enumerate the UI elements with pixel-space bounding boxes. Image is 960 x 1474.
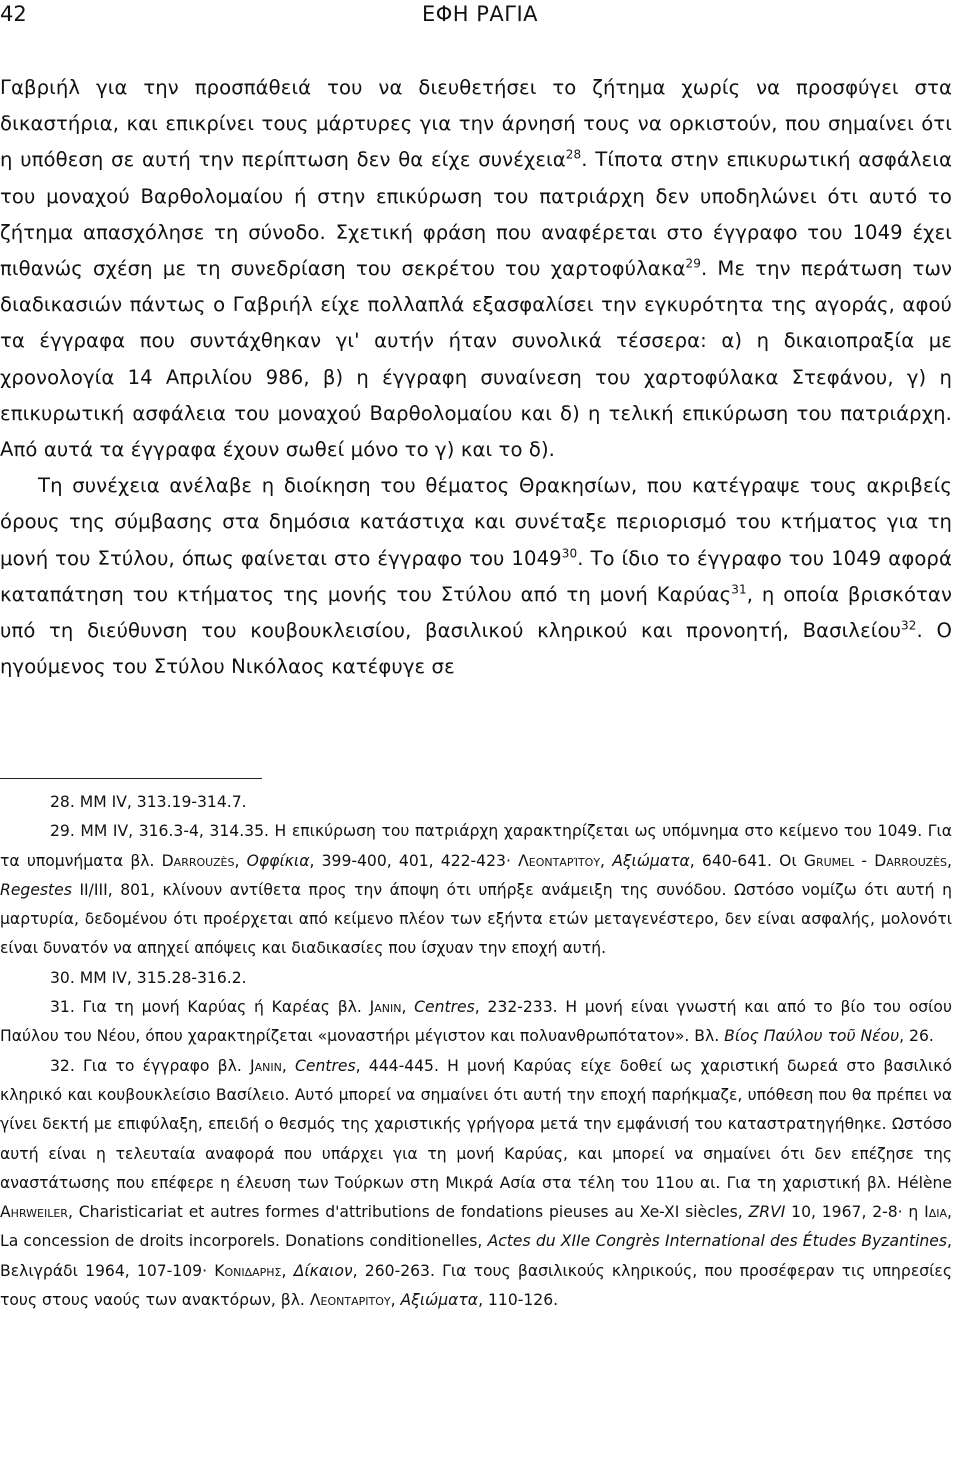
author-konidaris: Κονιδαρης — [214, 1261, 282, 1280]
work-axiomata: Αξιώματα — [612, 851, 690, 870]
work-offikia: Οφφίκια — [246, 851, 310, 870]
footnote-32-text: , — [281, 1056, 296, 1075]
footnote-29-text: , 640-641. Οι — [689, 851, 804, 870]
footnote-31-text: , 26. — [899, 1027, 934, 1046]
footnote-29-text: , — [947, 851, 952, 870]
work-actes-congres: Actes du XIIe Congrès International des Études Byzantines — [487, 1232, 948, 1251]
footnote-ref-28[interactable]: 28 — [565, 147, 582, 162]
author-leontaritou: Λεονταρίτου — [518, 851, 601, 870]
running-title: ΕΦΗ ΡΑΓΙΑ — [421, 2, 539, 26]
paragraph-2-part-3: , η οποία βρισκόταν υπό τη διεύθυνση του κουβουκλεισίου, βασιλικού κληρικού και προνοητή, Βασιλείου — [0, 582, 952, 643]
footnote-ref-32[interactable]: 32 — [901, 618, 917, 633]
paragraph-1-part-3: . Με την περάτωση των διαδικασιών πάντως ο Γαβριήλ είχε πολλαπλά εξασφαλίσει την εγκυρότητα της αγοράς, αφού τα έγγραφα που συντάχθηκαν γι' αυτήν ήταν συνολικά τέσσερα: α) η δικαιοπραξία με χρονολογία 14 Απριλίου 986, β) η έγγραφη συναίνεση του χαρτοφύλακα Στεφάνου, γ) η επικυρωτική ασφάλεια του μοναχού Βαρθολομαίου και δ) η τελική επικύρωση του πατριάρχη. Από αυτά τα έγγραφα έχουν σωθεί μόνο το γ) και το δ). — [0, 257, 952, 462]
footnote-29-text: II/III, 801, κλίνουν αντίθετα προς την άποψη ότι υπήρξε ανάμειξη της συνόδου. Ωστόσο νομίζω ότι αυτή η μαρτυρία, δεδομένου ότι προέρχεται από κείμενο πλέον των εξήντα ετών μεταγενέστερο, δεν είναι ασφαλής, μολονότι είναι δυνατόν να απηχεί απόψεις και διαδικασίες που ίσχυαν την εποχή αυτή. — [0, 880, 952, 958]
page-number: 42 — [0, 2, 27, 26]
work-centres: Centres — [295, 1056, 356, 1075]
author-ahrweiler: Ahrweiler — [0, 1203, 68, 1222]
footnote-29-text: , — [600, 851, 613, 870]
author-grumel-darrouzes: Grumel - Darrouzès — [803, 851, 948, 870]
footnote-28: 28. MM IV, 313.19-314.7. — [50, 793, 247, 811]
footnote-32-text: , 444-445. Η μονή Καρύας είχε δοθεί ως χαριστική δωρεά στο βασιλικό κληρικό και κουβουκλείσιο Βασίλειο. Αυτό μπορεί να σημαίνει ότι αυτή την εποχή παρήκμαζε, υπόθεση που θα πρέπει να γίνει δεκτή με επιφύλαξη, επειδή ο θεσμός της χαριστικής γρήγορα μετά την εμφάνισή του καταστρατηγήθηκε. Ωστόσο αυτή είναι η τελευταία αναφορά που υπάρχει για τη μονή Καρύας, και μπορεί να σημαίνει ότι δεν επέζησε της αναστάτωσης που επέφερε η έλευση των Τούρκων στη Μικρά Ασία στα τέλη του 11ου αι. Για τη χαριστική βλ. Hélène — [0, 1056, 952, 1192]
footnote-32-text: , 260-263. Για τους βασιλικούς κληρικούς, που προσέφεραν τις υπηρεσίες τους στους ναούς των ανακτόρων, βλ. — [0, 1261, 952, 1310]
running-head — [0, 0, 960, 28]
work-centres: Centres — [414, 998, 475, 1017]
footnote-ref-30[interactable]: 30 — [561, 546, 578, 561]
work-regestes: Regestes — [0, 880, 72, 899]
author-leontaritou: Λεονταριτου — [309, 1291, 391, 1310]
author-darrouzes: Darrouzès — [161, 851, 235, 870]
work-dikaion: Δίκαιον — [293, 1261, 353, 1280]
footnote-32-text: , — [281, 1261, 294, 1280]
footnote-32-text: , Βελιγράδι 1964, 107-109· — [0, 1232, 952, 1280]
paragraph-2-part-4: . Ο ηγούμενος του Στύλου Νικόλαος κατέφυγε σε — [0, 619, 952, 679]
footnote-31-text: , 232-233. Η μονή είναι γνωστή και από το βίο του οσίου Παύλου του Νέου, όπου χαρακτηρίζεται «μοναστήρι μέγιστον και πολυανθρωπότατον». Βλ. — [0, 998, 952, 1046]
footnotes — [0, 788, 952, 1315]
work-vios-pavlou: Βίος Παύλου τοῦ Νέου — [724, 1027, 900, 1046]
footnote-32-text: , — [390, 1291, 401, 1310]
footnote-29-text: , — [234, 851, 247, 870]
body-text — [0, 70, 952, 685]
footnote-ref-29[interactable]: 29 — [685, 256, 701, 271]
footnote-32 — [0, 1052, 952, 1316]
footnote-32-text: , La concession de droits incorporels. Donations conditionelles, — [0, 1203, 952, 1251]
author-janin: Janin — [250, 1056, 282, 1075]
footnote-31-text: , — [401, 998, 415, 1017]
paragraph-1-part-1: Γαβριήλ για την προσπάθειά του να διευθετήσει το ζήτημα χωρίς να προσφύγει στα δικαστήρια, και επικρίνει τους μάρτυρες για την άρνησή τους να ορκιστούν, που σημαίνει ότι η υπόθεση σε αυτή την περίπτωση δεν θα είχε συνέχεια — [0, 76, 952, 172]
paragraph-1-part-2: . Τίποτα στην επικυρωτική ασφάλεια του μοναχού Βαρθολομαίου ή στην επικύρωση του πατριάρχη δεν υποδηλώνει ότι αυτό το ζήτημα απασχόλησε τη σύνοδο. Σχετική φράση που αναφέρεται στο έγγραφο του 1049 έχει πιθανώς σχέση με τη συνεδρίαση του σεκρέτου του χαρτοφύλακα — [0, 148, 952, 281]
footnote-29 — [0, 817, 952, 963]
footnote-ref-31[interactable]: 31 — [731, 582, 747, 597]
footnote-32-text: 10, 1967, 2-8· η — [785, 1203, 925, 1222]
paragraph-1 — [0, 70, 952, 468]
footnote-30: 30. MM IV, 315.28-316.2. — [50, 968, 247, 987]
footnote-divider — [0, 778, 262, 779]
work-axiomata: Αξιώματα — [400, 1291, 479, 1310]
author-idia: Ιδια — [924, 1203, 948, 1222]
paragraph-2-part-2: . Το ίδιο το έγγραφο του 1049 αφορά καταπάτηση του κτήματος της μονής του Στύλου από τη μονή Καρύας — [0, 546, 952, 606]
footnote-32-text: , Charisticariat et autres formes d'attributions de fondations pieuses au Xe-XI siècles, — [67, 1203, 749, 1222]
footnote-29-text: 29. MM IV, 316.3-4, 314.35. Η επικύρωση του πατριάρχη χαρακτηρίζεται ως υπόμνημα στο κείμενο του 1049. Για τα υπομνήματα βλ. — [0, 822, 952, 870]
paragraph-2-part-1: Τη συνέχεια ανέλαβε η διοίκηση του θέματος Θρακησίων, που κατέγραψε τους ακριβείς όρους της σύμβασης στα δημόσια κατάστιχα και συνέταξε περιορισμό του κτήματος για τη μονή του Στύλου, όπως φαίνεται στο έγγραφο του 1049 — [0, 474, 952, 570]
author-janin: Janin — [369, 998, 402, 1017]
journal-zrvi: ZRVI — [748, 1203, 786, 1222]
footnote-29-text: , 399-400, 401, 422-423· — [309, 851, 519, 870]
paragraph-2 — [0, 468, 952, 685]
footnote-31 — [0, 993, 952, 1052]
footnote-32-text: , 110-126. — [478, 1291, 559, 1310]
footnote-32-text: 32. Για το έγγραφο βλ. — [50, 1056, 251, 1075]
footnote-31-text: 31. Για τη μονή Καρύας ή Καρέας βλ. — [50, 998, 370, 1017]
